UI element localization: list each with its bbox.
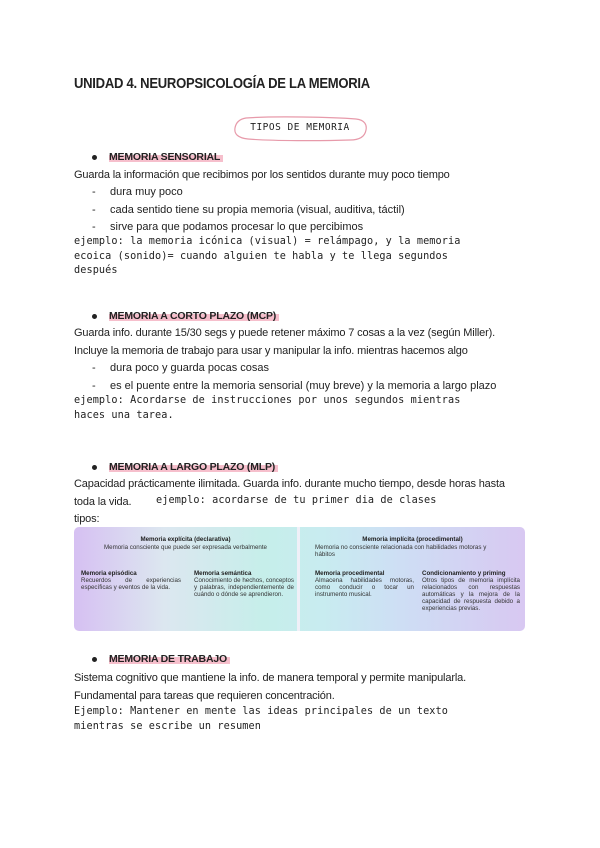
corto-example-line: haces una tarea. (74, 410, 174, 421)
sensorial-item: - dura muy poco (92, 186, 183, 198)
corto-item: - es el puente entre la memoria sensorial (muy breve) y la memoria a largo plazo (92, 380, 497, 392)
list-item: es el puente entre la memoria sensorial (muy breve) y la memoria a largo plazo (110, 380, 497, 392)
heading-largo (92, 461, 278, 473)
priming-title: Condicionamiento y priming (422, 570, 506, 577)
heading-largo-text: MEMORIA A LARGO PLAZO (MLP) (109, 461, 278, 473)
episodica-title: Memoria episódica (81, 570, 137, 577)
heading-trabajo (92, 653, 230, 665)
sensorial-text: Guarda la información que recibimos por los sentidos durante muy poco tiempo (74, 169, 450, 181)
list-item: dura muy poco (110, 186, 183, 198)
memory-types-table (74, 527, 525, 631)
corto-example-line: ejemplo: Acordarse de instrucciones por unos segundos mientras (74, 395, 461, 406)
subtitle: TIPOS DE MEMORIA (250, 122, 350, 133)
largo-text-line: toda la vida. (74, 496, 132, 508)
largo-example: ejemplo: acordarse de tu primer dia de clases (156, 495, 437, 506)
sensorial-example-line: ecoica (sonido)= cuando alguien te habla y te llega segundos (74, 251, 449, 262)
episodica-desc: Recuerdos de experiencias específicas y eventos de la vida. (81, 577, 181, 591)
list-item: dura poco y guarda pocas cosas (110, 362, 269, 374)
implicit-title: Memoria implícita (procedimental) (362, 536, 463, 543)
largo-text-line: Capacidad prácticamente ilimitada. Guarda info. durante mucho tiempo, desde horas hasta (74, 478, 505, 490)
corto-text-line: Guarda info. durante 15/30 segs y puede retener máximo 7 cosas a la vez (según Miller). (74, 327, 496, 339)
sensorial-example-line: ejemplo: la memoria icónica (visual) = relámpago, y la memoria (74, 236, 461, 247)
semantica-title: Memoria semántica (194, 570, 252, 577)
heading-sensorial-text: MEMORIA SENSORIAL (109, 151, 223, 163)
subtitle-chip (232, 116, 368, 142)
trabajo-text-line: Sistema cognitivo que mantiene la info. de manera temporal y permite manipularla. (74, 672, 467, 684)
corto-text-line: Incluye la memoria de trabajo para usar y manipular la info. mientras hacemos algo (74, 345, 468, 357)
corto-item: - dura poco y guarda pocas cosas (92, 362, 269, 374)
heading-corto (92, 310, 279, 322)
procedimental-desc: Almacena habilidades motoras, como conducir o tocar un instrumento musical. (315, 577, 414, 598)
trabajo-example-line: Ejemplo: Mantener en mente las ideas principales de un texto (74, 706, 449, 717)
page-title: UNIDAD 4. NEUROPSICOLOGÍA DE LA MEMORIA (74, 76, 370, 92)
bullet-icon (92, 657, 97, 662)
list-item: cada sentido tiene su propia memoria (visual, auditiva, táctil) (110, 204, 405, 216)
semantica-desc: Conocimiento de hechos, conceptos y palabras, independientemente de cuándo o dónde se aprendieron. (194, 577, 294, 598)
bullet-icon (92, 314, 97, 319)
implicit-desc: Memoria no consciente relacionada con habilidades motoras y hábitos (315, 544, 487, 558)
bullet-icon (92, 155, 97, 160)
heading-sensorial (92, 151, 223, 163)
sensorial-item: - cada sentido tiene su propia memoria (visual, auditiva, táctil) (92, 204, 405, 216)
trabajo-example-line: mientras se escribe un resumen (74, 721, 262, 732)
largo-types-label: tipos: (74, 513, 100, 525)
list-item: sirve para que podamos procesar lo que percibimos (110, 221, 364, 233)
trabajo-text-line: Fundamental para tareas que requieren concentración. (74, 690, 335, 702)
explicit-desc: Memoria consciente que puede ser expresada verbalmente (103, 544, 268, 551)
heading-trabajo-text: MEMORIA DE TRABAJO (109, 653, 230, 665)
sensorial-item: - sirve para que podamos procesar lo que percibimos (92, 221, 364, 233)
explicit-title: Memoria explícita (declarativa) (140, 536, 231, 543)
heading-corto-text: MEMORIA A CORTO PLAZO (MCP) (109, 310, 279, 322)
procedimental-title: Memoria procedimental (315, 570, 385, 577)
bullet-icon (92, 465, 97, 470)
sensorial-example-line: después (74, 265, 118, 276)
priming-desc: Otros tipos de memoria implícita relacionados con respuestas automáticas y la mejora de la capacidad de respuesta debido a experiencias previas. (422, 577, 520, 612)
